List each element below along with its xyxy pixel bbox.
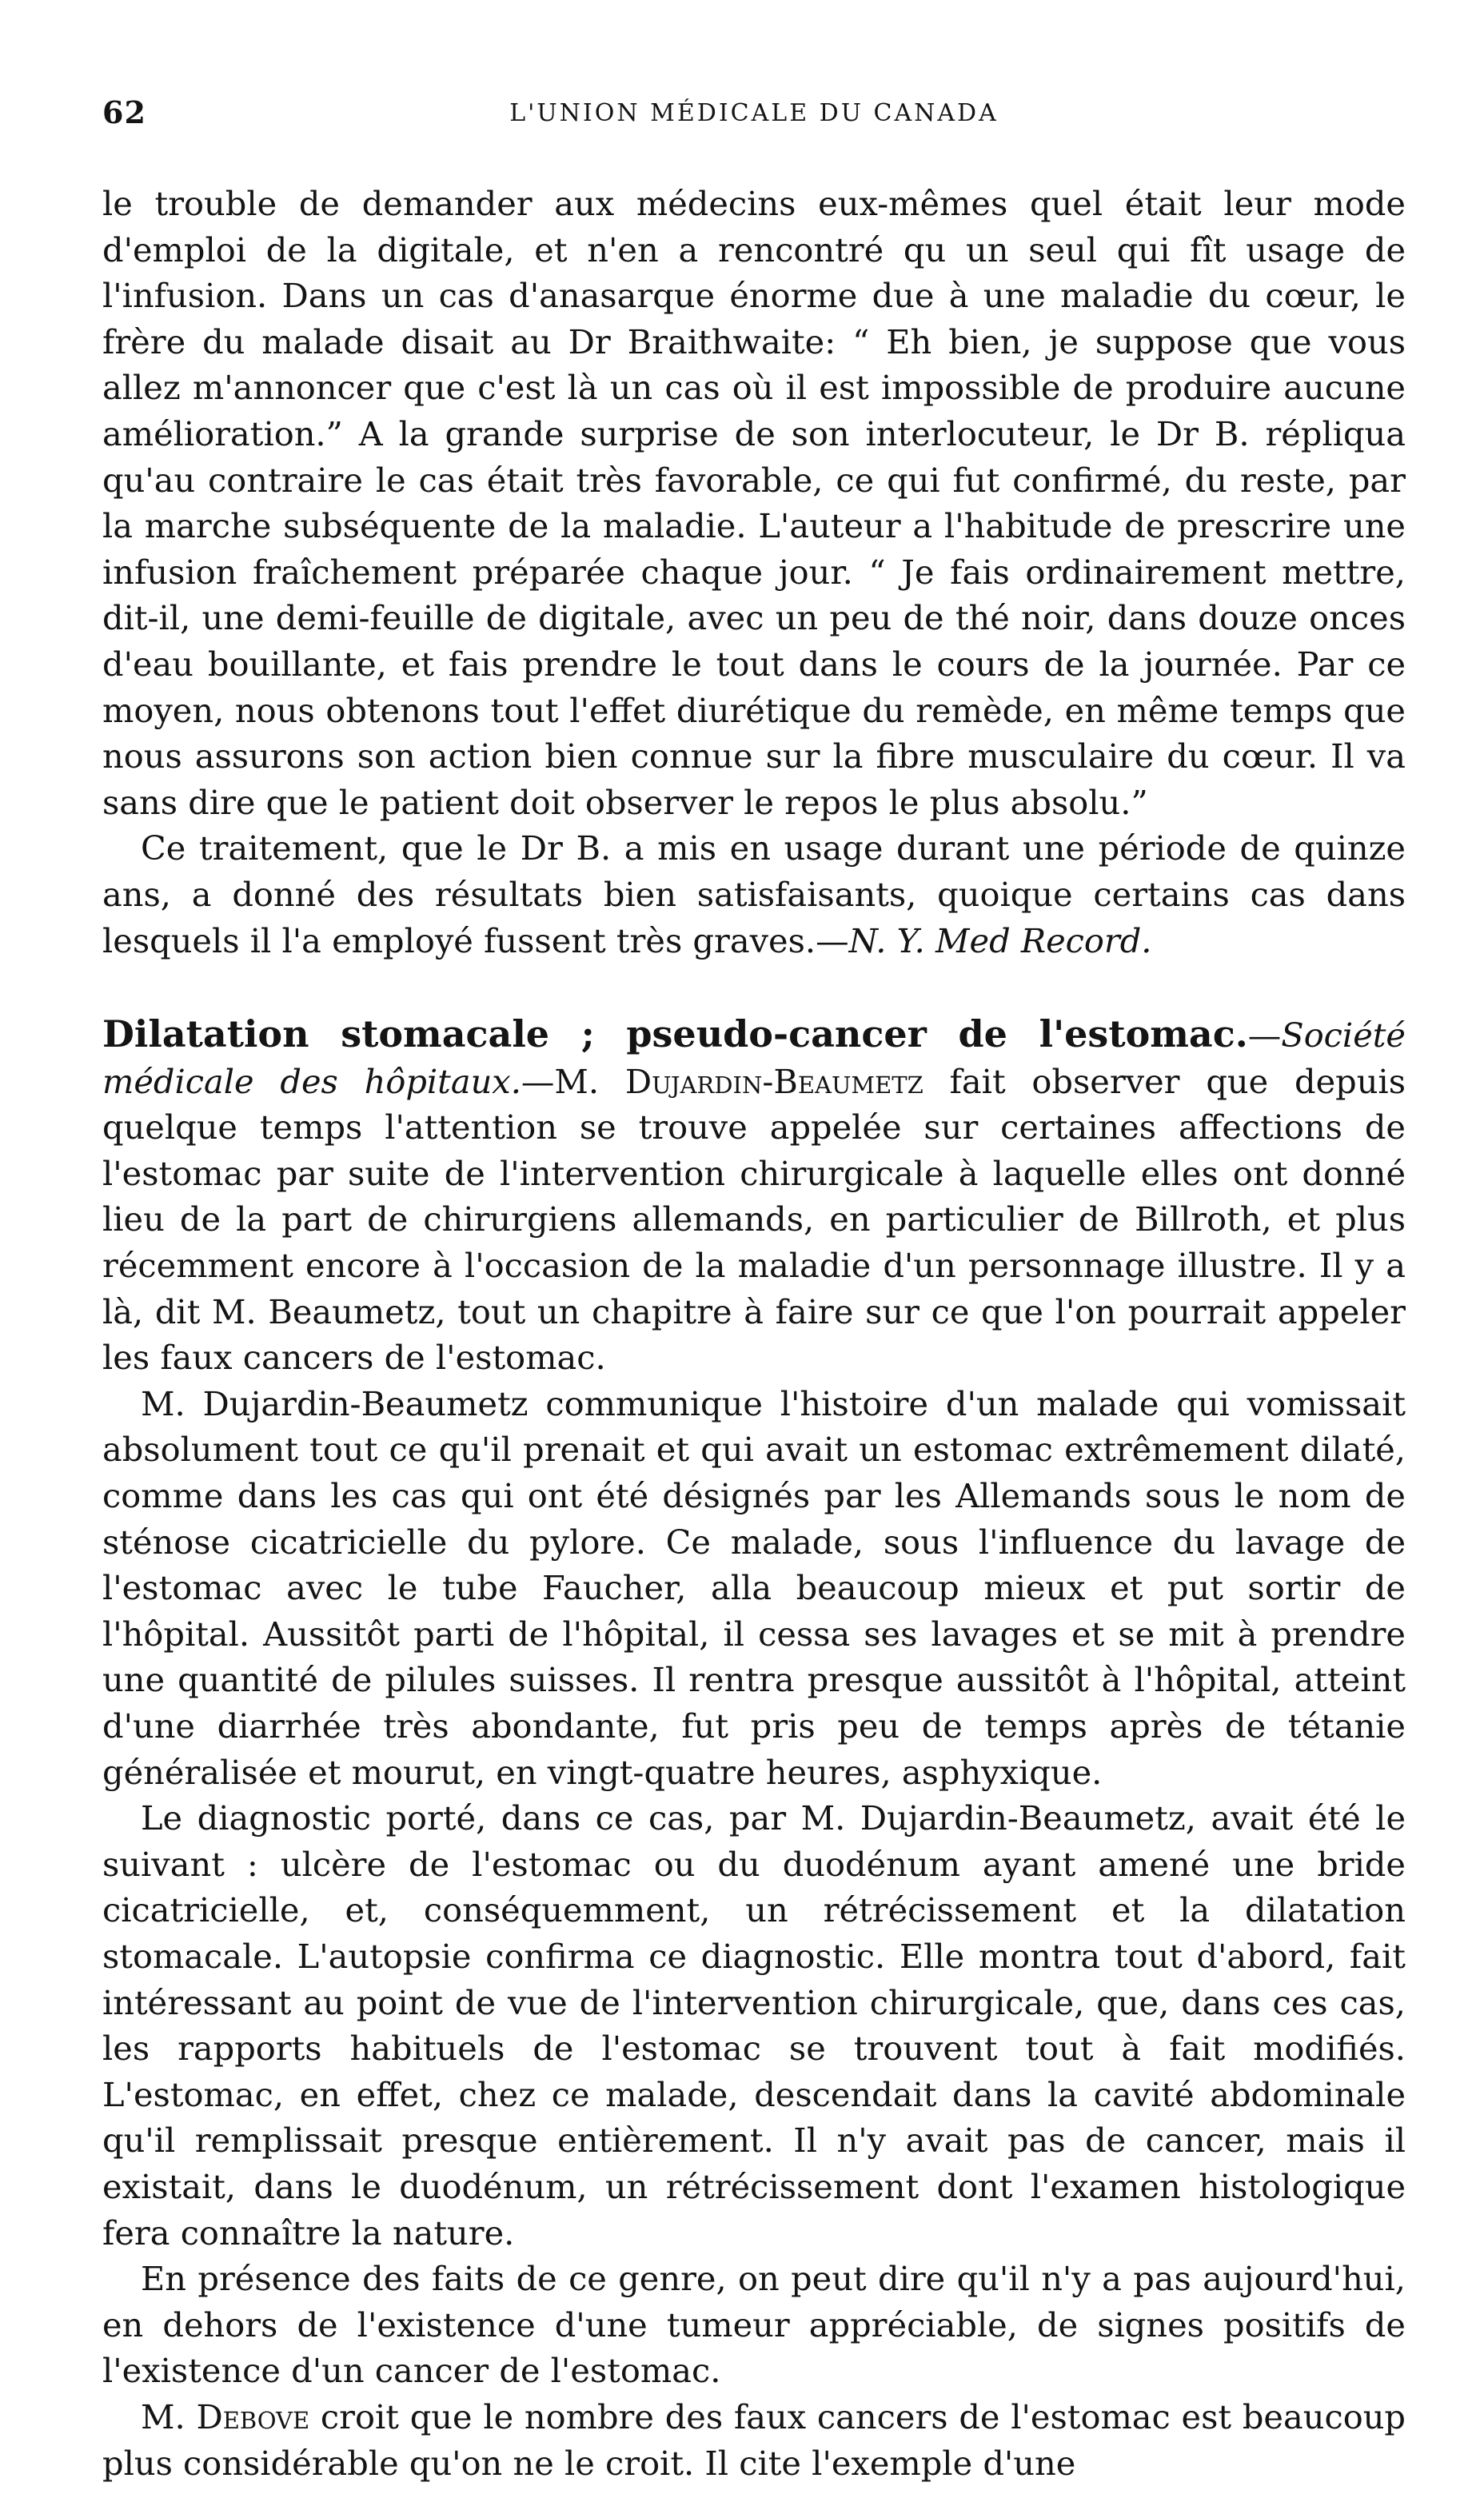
case-history-paragraph: M. Dujardin-Beaumetz communique l'histoire d'un malade qui vomissait absolument tout ce qu'il prenait et qui avait un estomac extrêmement dilaté, comme dans les cas qui ont été désignés par les Allemands sous le nom de sténose cicatricielle du pylore. Ce malade, sous l'influence du lavage de l'estomac avec le tube Faucher, alla beaucoup mieux et put sortir de l'hôpital. Aussitôt parti de l'hôpital, il cessa ses lavages et se mit à prendre une quantité de pilules suisses. Il rentra presque aussitôt à l'hôpital, atteint d'une diarrhée très abondante, fut pris peu de temps après de tétanie généralisée et mourut, en vingt-quatre heures, asphyxique. [102,1383,1406,1792]
conclusion-paragraph: En présence des faits de ce genre, on peut dire qu'il n'y a pas aujourd'hui, en dehors de l'existence d'une tumeur appréciable, de signes positifs de l'existence d'un cancer de l'estomac. [102,2259,1406,2391]
section-gap [102,964,1406,1012]
section-heading: Dilatation stomacale ; pseudo-cancer de l'estomac. [102,1012,1248,1056]
journal-title: L'UNION MÉDICALE DU CANADA [509,99,999,127]
speaker-name: Dujardin-Beaumetz [624,1061,924,1101]
running-head [102,94,1406,142]
closing-text: Ce traitement, que le Dr B. a mis en usage durant une période de quinze ans, a donné des résultats bien satisfaisants, quoique certains cas dans lesquels il l'a employé fussent très graves.— [102,828,1406,960]
heading-dash: — [1247,1016,1282,1055]
page-body [102,181,1406,2486]
article-closing-paragraph [102,825,1406,964]
article-continuation-paragraph: le trouble de demander aux médecins eux-mêmes quel était leur mode d'emploi de la digitale, et n'en a rencontré qu un seul qui fît usage de l'infusion. Dans un cas d'anasarque énorme due à une maladie du cœur, le frère du malade disait au Dr Braithwaite: “ Eh bien, je suppose que vous allez m'annoncer que c'est là un cas où il est impossible de produire aucune amélioration.” A la grande surprise de son interlocuteur, le Dr B. répliqua qu'au contraire le cas était très favorable, ce qui fut confirmé, du reste, par la marche subséquente de la maladie. L'auteur a l'habitude de prescrire une infusion fraîchement préparée chaque jour. “ Je fais ordinairement mettre, dit-il, une demi-feuille de digitale, avec un peu de thé noir, dans douze onces d'eau bouillante, et fais prendre le tout dans le cours de la journée. Par ce moyen, nous obtenons tout l'effet diurétique du remède, en même temps que nous assurons son action bien connue sur la fibre musculaire du cœur. Il va sans dire que le patient doit observer le repos le plus absolu.” [102,184,1406,822]
intro-text: fait observer que depuis quelque temps l'attention se trouve appelée sur certaines affections de l'estomac par suite de l'intervention chirurgicale à laquelle elles ont donné lieu de la part de chirurgiens allemands, en particulier de Billroth, et plus récemment encore à l'occasion de la maladie d'un personnage illustre. Il y a là, dit M. Beaumetz, tout un chapitre à faire sur ce que l'on pourrait appeler les faux cancers de l'estomac. [102,1061,1406,1378]
page-number: 62 [102,94,146,130]
debove-prefix: M. [141,2396,197,2436]
speaker-prefix: —M. [521,1061,625,1101]
section-intro-paragraph [102,1012,1406,1381]
debove-text: croit que le nombre des faux cancers de l'estomac est beaucoup plus considérable qu'on ne le croit. Il cite l'exemple d'une [102,2396,1406,2483]
debove-paragraph [102,2394,1406,2486]
diagnosis-paragraph: Le diagnostic porté, dans ce cas, par M. Dujardin-Beaumetz, avait été le suivant : ulcère de l'estomac ou du duodénum ayant amené une bride cicatricielle, et, conséquemment, un rétrécissement et la dilatation stomacale. L'autopsie confirma ce diagnostic. Elle montra tout d'abord, fait intéressant au point de vue de l'intervention chirurgicale, que, dans ces cas, les rapports habituels de l'estomac se trouvent tout à fait modifiés. L'estomac, en effet, chez ce malade, descendait dans la cavité abdominale qu'il remplissait presque entièrement. Il n'y avait pas de cancer, mais il existait, dans le duodénum, un rétrécissement dont l'examen histologique fera connaître la nature. [102,1798,1406,2253]
source-citation: N. Y. Med Record. [848,920,1152,960]
society-name: Société médicale des hôpitaux. [102,1016,1406,1101]
debove-name: Debove [196,2396,310,2436]
